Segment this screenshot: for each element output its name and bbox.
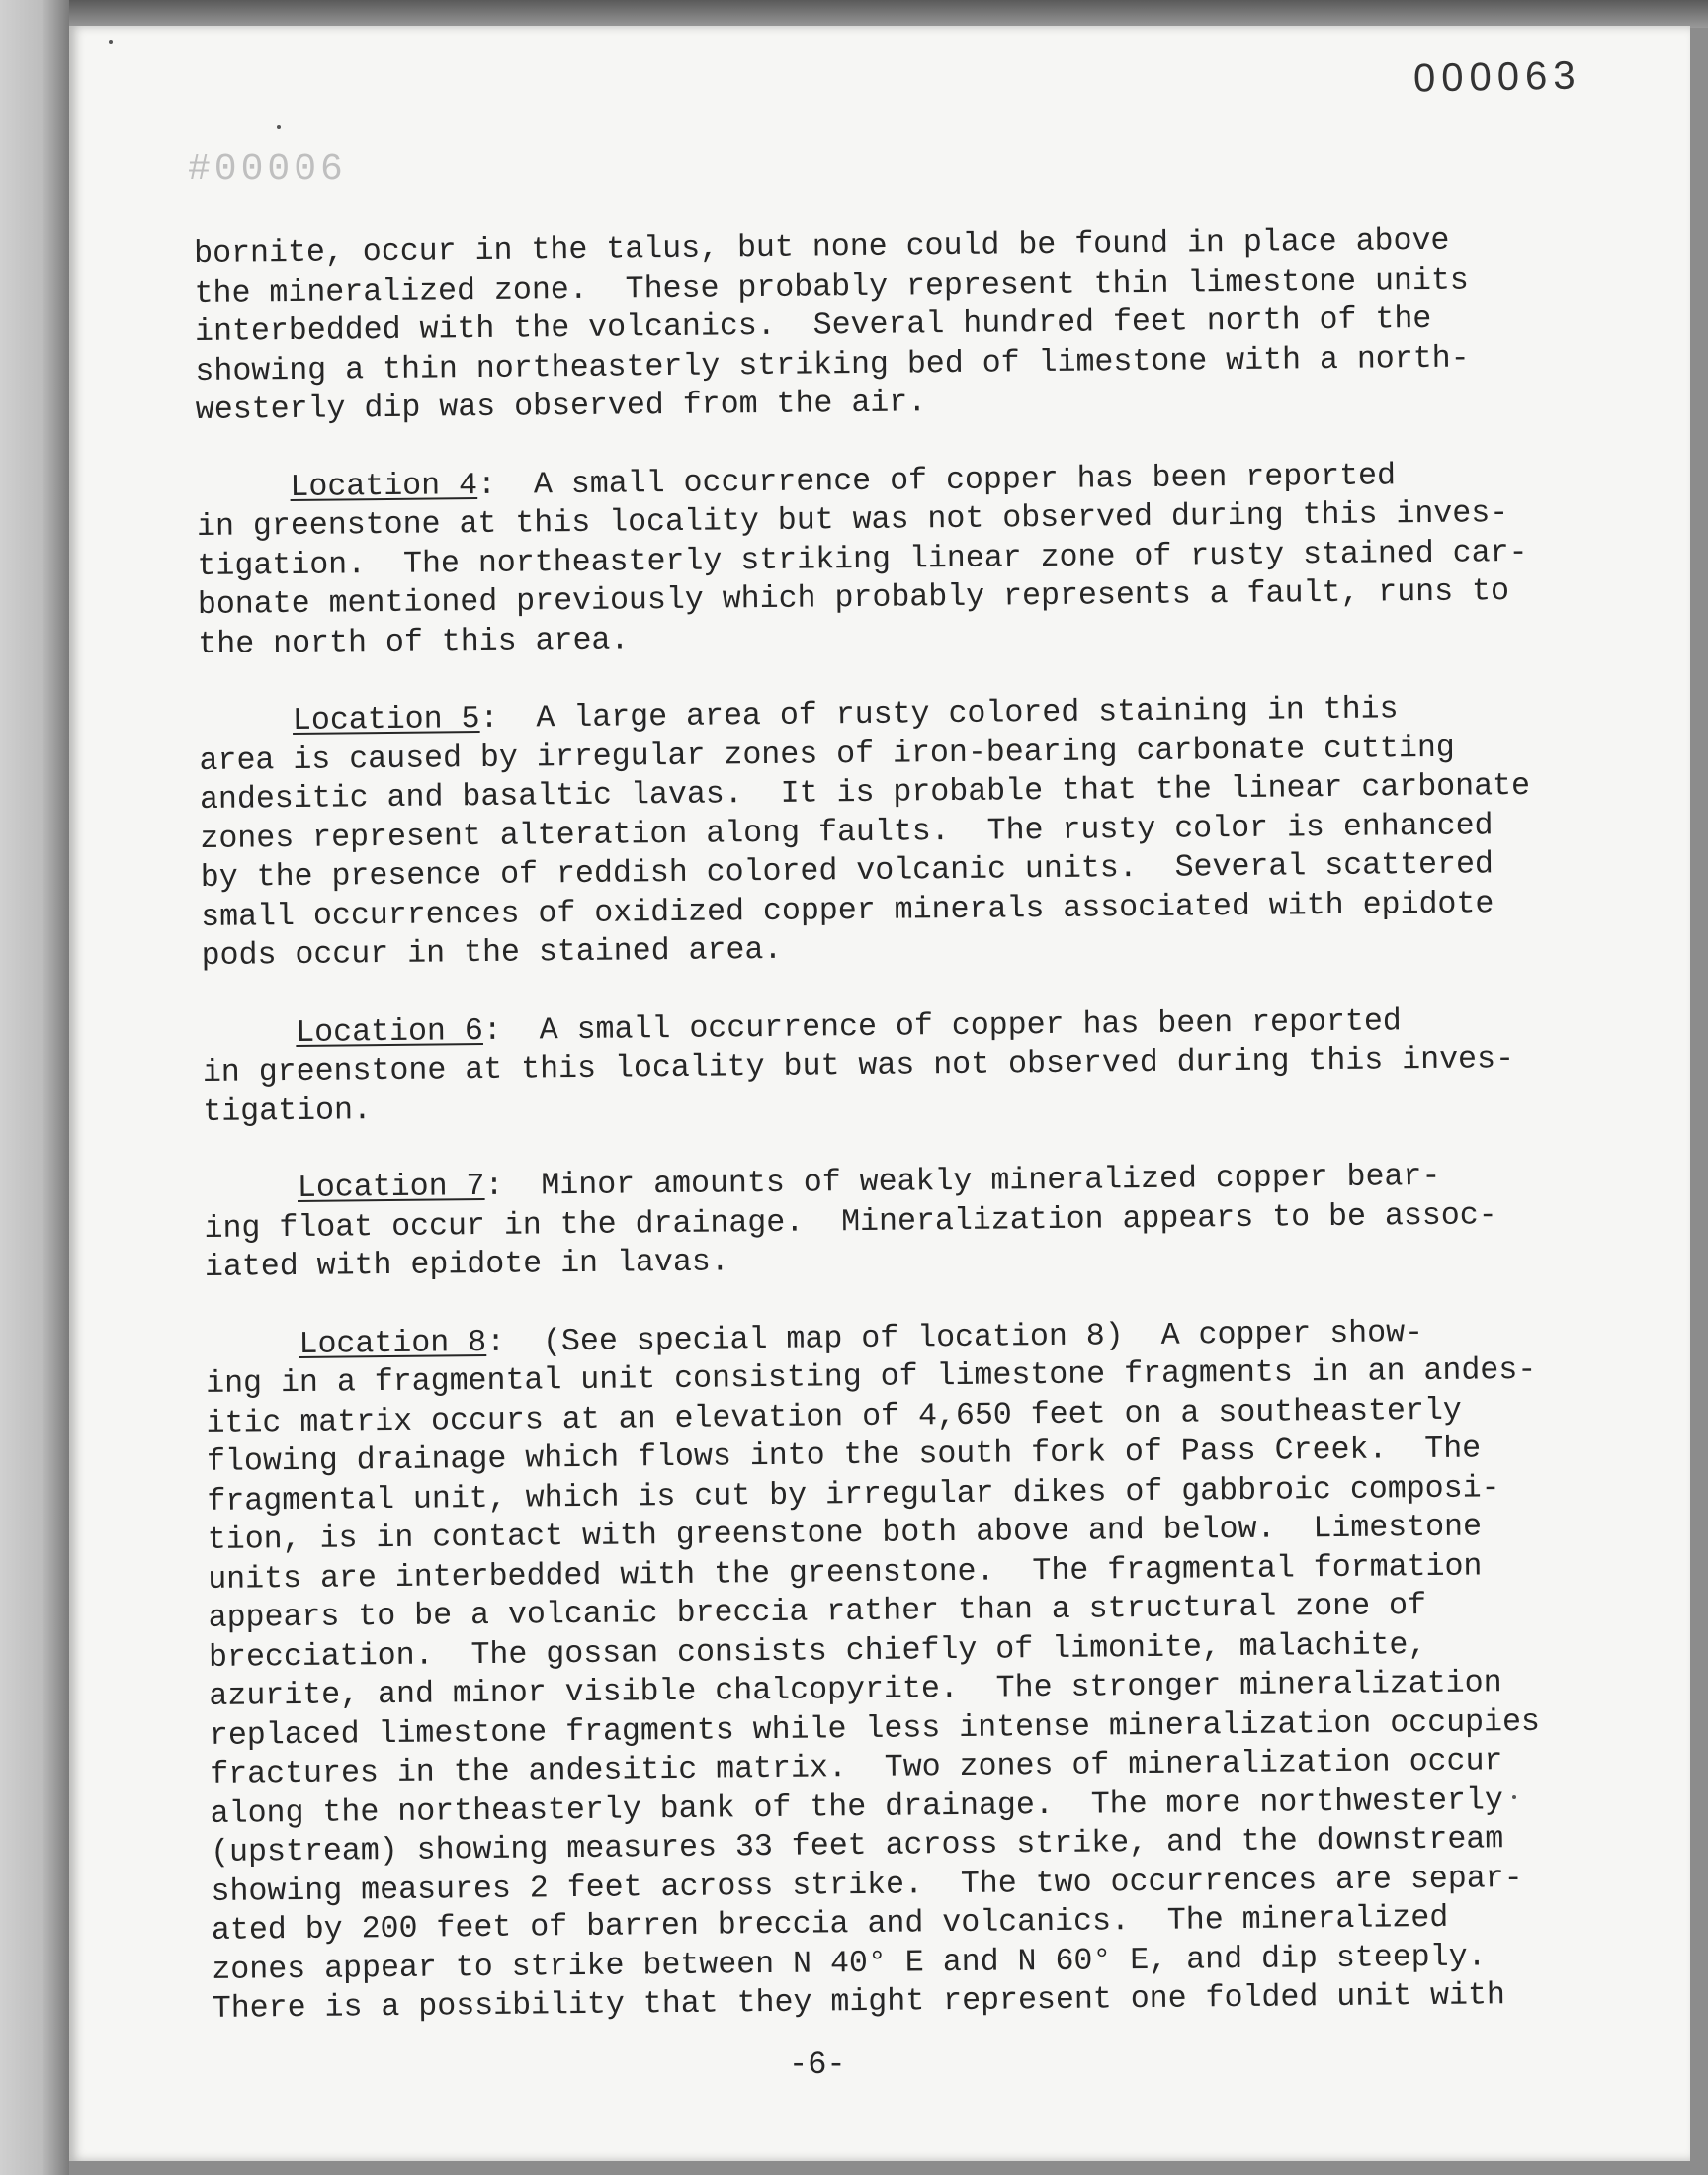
- text-line: appears to be a volcanic breccia rather than a structural zone of: [208, 1589, 1427, 1636]
- text-line: tion, is in contact with greenstone both above and below. Limestone: [207, 1510, 1483, 1558]
- location-heading: Location 4: [290, 468, 478, 505]
- text-line: azurite, and minor visible chalcopyrite. The stronger mineralization: [209, 1666, 1502, 1714]
- bleed-through-stamp: #00006: [188, 148, 347, 191]
- text-line: itic matrix occurs at an elevation of 4,650 feet on a southeasterly: [206, 1393, 1462, 1441]
- location-paragraph: [199, 688, 1635, 977]
- location-paragraph: [202, 1000, 1636, 1132]
- text-line: There is a possibility that they might represent one folded unit with: [212, 1978, 1506, 2027]
- text-line: andesitic and basaltic lavas. It is probable that the linear carbonate: [199, 768, 1531, 818]
- text-line: area is caused by irregular zones of iron-bearing carbonate cutting: [199, 731, 1455, 779]
- paragraph-indent: [206, 1327, 299, 1362]
- text-line: (upstream) showing measures 33 feet across strike, and the downstream: [210, 1822, 1504, 1870]
- text-line: bonate mentioned previously which probably represents a fault, runs to: [197, 574, 1510, 623]
- text-line: flowing drainage which flows into the south fork of Pass Creek. The: [206, 1432, 1482, 1480]
- text-line: in greenstone at this locality but was not observed during this inves-: [202, 1042, 1515, 1090]
- text-line: in greenstone at this locality but was not observed during this inves-: [196, 496, 1509, 545]
- text-line: tigation.: [203, 1092, 373, 1130]
- text-line: ing in a fragmental unit consisting of limestone fragments in an andes-: [205, 1352, 1537, 1402]
- paragraph-indent: [202, 1015, 296, 1051]
- text-line: the north of this area.: [198, 622, 630, 662]
- text-line: along the northeasterly bank of the drainage. The more northwesterly: [210, 1783, 1504, 1832]
- text-line: showing measures 2 feet across strike. The two occurrences are separ-: [211, 1861, 1523, 1910]
- location-heading: Location 7: [297, 1169, 485, 1206]
- text-line: bornite, occur in the talus, but none could be found in place above: [194, 223, 1450, 272]
- text-line: interbedded with the volcanics. Several hundred feet north of the: [194, 302, 1432, 350]
- continuation-paragraph: [194, 220, 1629, 431]
- text-line: the mineralized zone. These probably represent thin limestone units: [194, 262, 1469, 311]
- text-line: westerly dip was observed from the air.: [195, 386, 927, 428]
- text-line: zones represent alteration along faults. The rusty color is enhanced: [200, 808, 1494, 857]
- text-line: ated by 200 feet of barren breccia and volcanics. The mineralized: [211, 1900, 1449, 1949]
- text-line: zones appear to strike between N 40° E and N 60° E, and dip steeply.: [212, 1939, 1487, 1988]
- scan-speck: [109, 40, 113, 44]
- scan-speck: [277, 125, 281, 129]
- scan-shadow-top: [0, 0, 1708, 28]
- text-line: pods occur in the stained area.: [201, 932, 783, 974]
- location-heading: Location 6: [296, 1013, 484, 1051]
- location-paragraph: [204, 1156, 1638, 1288]
- text-line: units are interbedded with the greenstone. The fragmental formation: [208, 1548, 1483, 1598]
- text-line: fractures in the andesitic matrix. Two zones of mineralization occur: [210, 1744, 1503, 1792]
- text-line: iated with epidote in lavas.: [204, 1245, 729, 1285]
- page-number: -6-: [789, 2046, 846, 2083]
- heading-rest-text: : (See special map of location 8) A copper show-: [485, 1315, 1424, 1360]
- body-text: [194, 220, 1646, 2068]
- text-line: tigation. The northeasterly striking linear zone of rusty stained car-: [197, 535, 1528, 584]
- location-heading: Location 8: [299, 1325, 487, 1362]
- text-line: small occurrences of oxidized copper minerals associated with epidote: [201, 886, 1494, 935]
- location-heading: Location 5: [292, 701, 480, 739]
- text-line: brecciation. The gossan consists chiefly of limonite, malachite,: [208, 1627, 1427, 1676]
- heading-rest-text: : A small occurrence of copper has been reported: [482, 1003, 1402, 1049]
- text-line: replaced limestone fragments while less intense mineralization occupies: [209, 1704, 1541, 1754]
- heading-rest-text: : A small occurrence of copper has been reported: [476, 458, 1397, 503]
- paragraph-indent: [204, 1172, 298, 1207]
- text-line: showing a thin northeasterly striking bed of limestone with a north-: [195, 340, 1470, 390]
- paragraph-indent: [199, 704, 293, 740]
- location-paragraph: [196, 454, 1631, 664]
- document-page: [69, 26, 1690, 2161]
- document-number: 000063: [1412, 53, 1581, 101]
- scan-binding-edge: [0, 0, 69, 2175]
- heading-rest-text: : A large area of rusty colored staining in this: [479, 692, 1399, 737]
- text-line: ing float occur in the drainage. Mineralization appears to be assoc-: [204, 1197, 1497, 1247]
- paragraph-indent: [196, 470, 290, 505]
- location-paragraph: [206, 1311, 1646, 2029]
- heading-rest-text: : Minor amounts of weakly mineralized copper bear-: [484, 1159, 1441, 1204]
- text-line: fragmental unit, which is cut by irregular dikes of gabbroic composi-: [207, 1470, 1500, 1520]
- text-line: by the presence of reddish colored volcanic units. Several scattered: [200, 847, 1494, 896]
